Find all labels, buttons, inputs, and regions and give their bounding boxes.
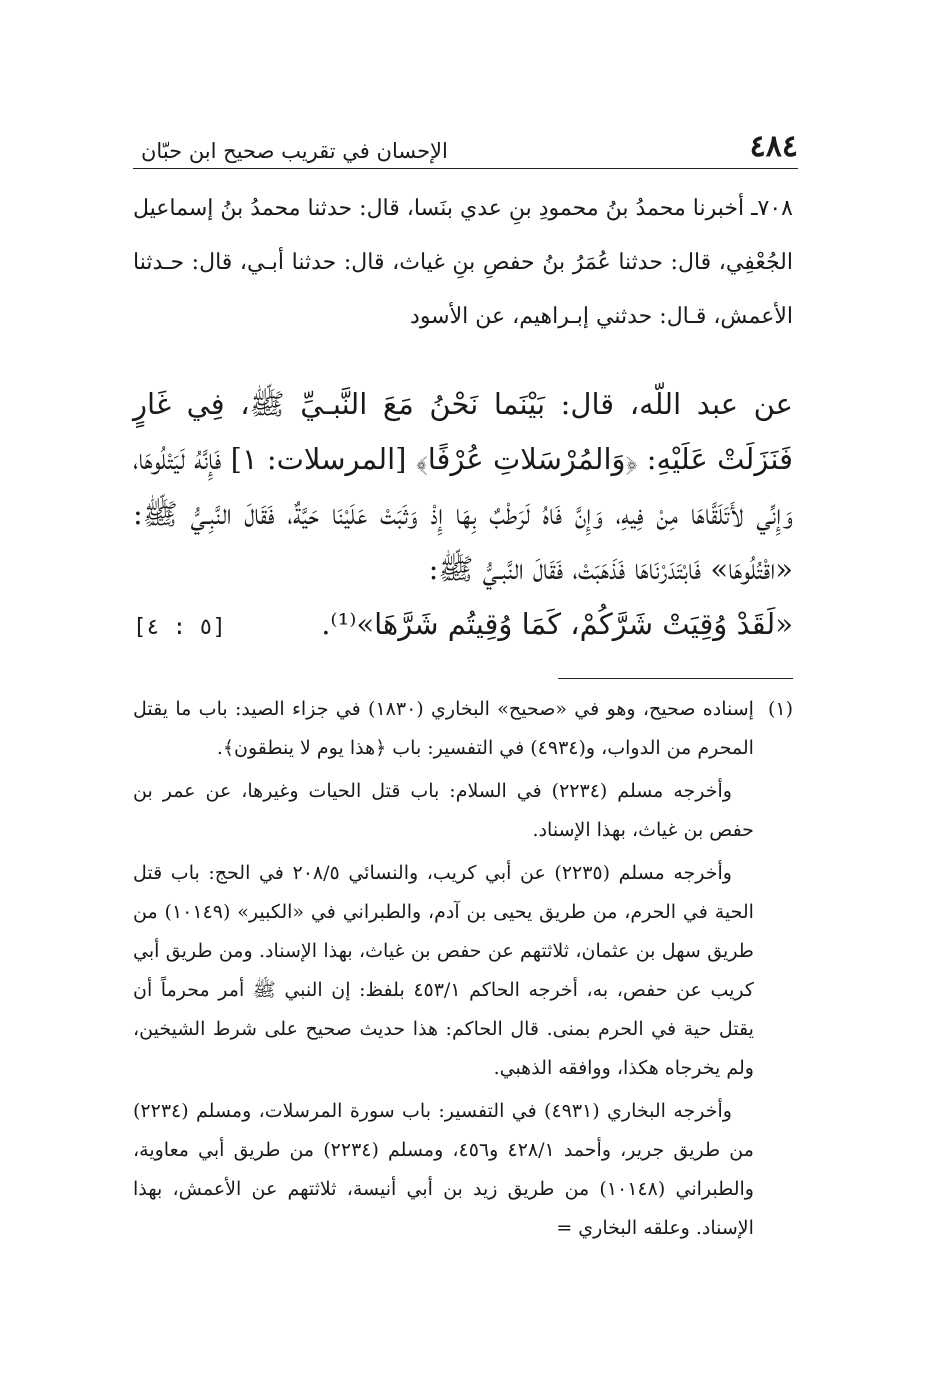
matn-last-text: «لَقَدْ وُقِيَتْ شَرَّكُمْ، كَمَا وُقِيتُم شَرَّهَا»⁽¹⁾. <box>321 607 793 641</box>
hadith-reference: [٥ : ٤] <box>133 615 226 640</box>
footnote-item <box>133 690 793 1252</box>
hadith-isnad <box>133 182 793 344</box>
matn-last-line <box>133 597 793 655</box>
running-title: الإحسان في تقريب صحيح ابن حبّان <box>141 139 448 163</box>
footnote-body <box>133 690 754 1252</box>
matn-text: عن عبد اللّه، قال: بَيْنَما نَحْنُ مَعَ النَّبـيِّ ﷺ، فِي غَارٍ فَنَزَلَتْ عَلَيْهِ: ﴿وَالمُرْسَلاتِ عُرْفًا﴾ [المرسلات: ١] فَإِنَّهُ لَيَتْلُوهَا، وَإِنِّي لأَتَلَقَّاهَا مِنْ فِيهِ، وَإِنَّ فَاهُ لَرَطْبٌ بِهَا إِذْ وَثَبَتْ عَلَيْنَا حَيَّةٌ، فَقَالَ النَّبِـيُّ ﷺ: «اقْتُلُوهَا» فَابْتَدَرْنَاهَا فَذَهَبَتْ، فَقَالَ النَّبـيُّ ﷺ: <box>133 387 793 586</box>
footnote-paragraph: وأخرجه مسلم (٢٢٣٥) عن أبي كريب، والنسائي ٢٠٨/٥ في الحج: باب قتل الحية في الحرم، من طريق يحيى بن آدم، والطبراني في «الكبير» (١٠١٤٩) من طريق سهل بن عثمان، ثلاثتهم عن حفص بن غياث، بهذا الإسناد. ومن طريق أبي كريب عن حفص، به، أخرجه الحاكم ٤٥٣/١ بلفظ: إن النبي ﷺ أمر محرماً أن يقتل حية في الحرم بمنى. قال الحاكم: هذا حديث صحيح على شرط الشيخين، ولم يخرجاه هكذا، ووافقه الذهبي. <box>133 862 754 1079</box>
hadith-matn <box>133 377 793 655</box>
footnote-rule <box>558 678 793 679</box>
page-number: ٤٨٤ <box>749 129 798 164</box>
footnote-paragraph: إسناده صحيح، وهو في «صحيح» البخاري (١٨٣٠) في جزاء الصيد: باب ما يقتل المحرم من الدواب، و(٤٩٣٤) في التفسير: باب ﴿هذا يوم لا ينطقون﴾. <box>133 698 754 759</box>
footnote-paragraph: وأخرجه البخاري (٤٩٣١) في التفسير: باب سورة المرسلات، ومسلم (٢٢٣٤) من طريق جرير، وأحمد ٤٢٨/١ و٤٥٦، ومسلم (٢٢٣٤) من طريق أبي معاوية، والطبراني (١٠١٤٨) من طريق زيد بن أبي أنيسة، ثلاثتهم عن الأعمش، بهذا الإسناد. وعلقه البخاري = <box>133 1100 754 1239</box>
isnad-text: ٧٠٨ـ أخبرنا محمدُ بنُ محمودِ بنِ عدي بنَسا، قال: حدثنا محمدُ بنُ إسماعيل الجُعْفِي، قال: حدثنا عُمَرُ بنُ حفصِ بنِ غياث، قال: حدثنا أبـي، قال: حـدثنا الأعمش، قـال: حدثني إبـراهيم، عن الأسود <box>133 196 793 329</box>
page-header <box>133 112 798 162</box>
footnote-paragraph: وأخرجه مسلم (٢٢٣٤) في السلام: باب قتل الحيات وغيرها، عن عمر بن حفص بن غياث، بهذا الإسناد. <box>133 780 754 841</box>
footnote-number: (١) <box>767 698 793 720</box>
header-rule <box>133 168 798 169</box>
footnotes <box>133 690 793 1252</box>
